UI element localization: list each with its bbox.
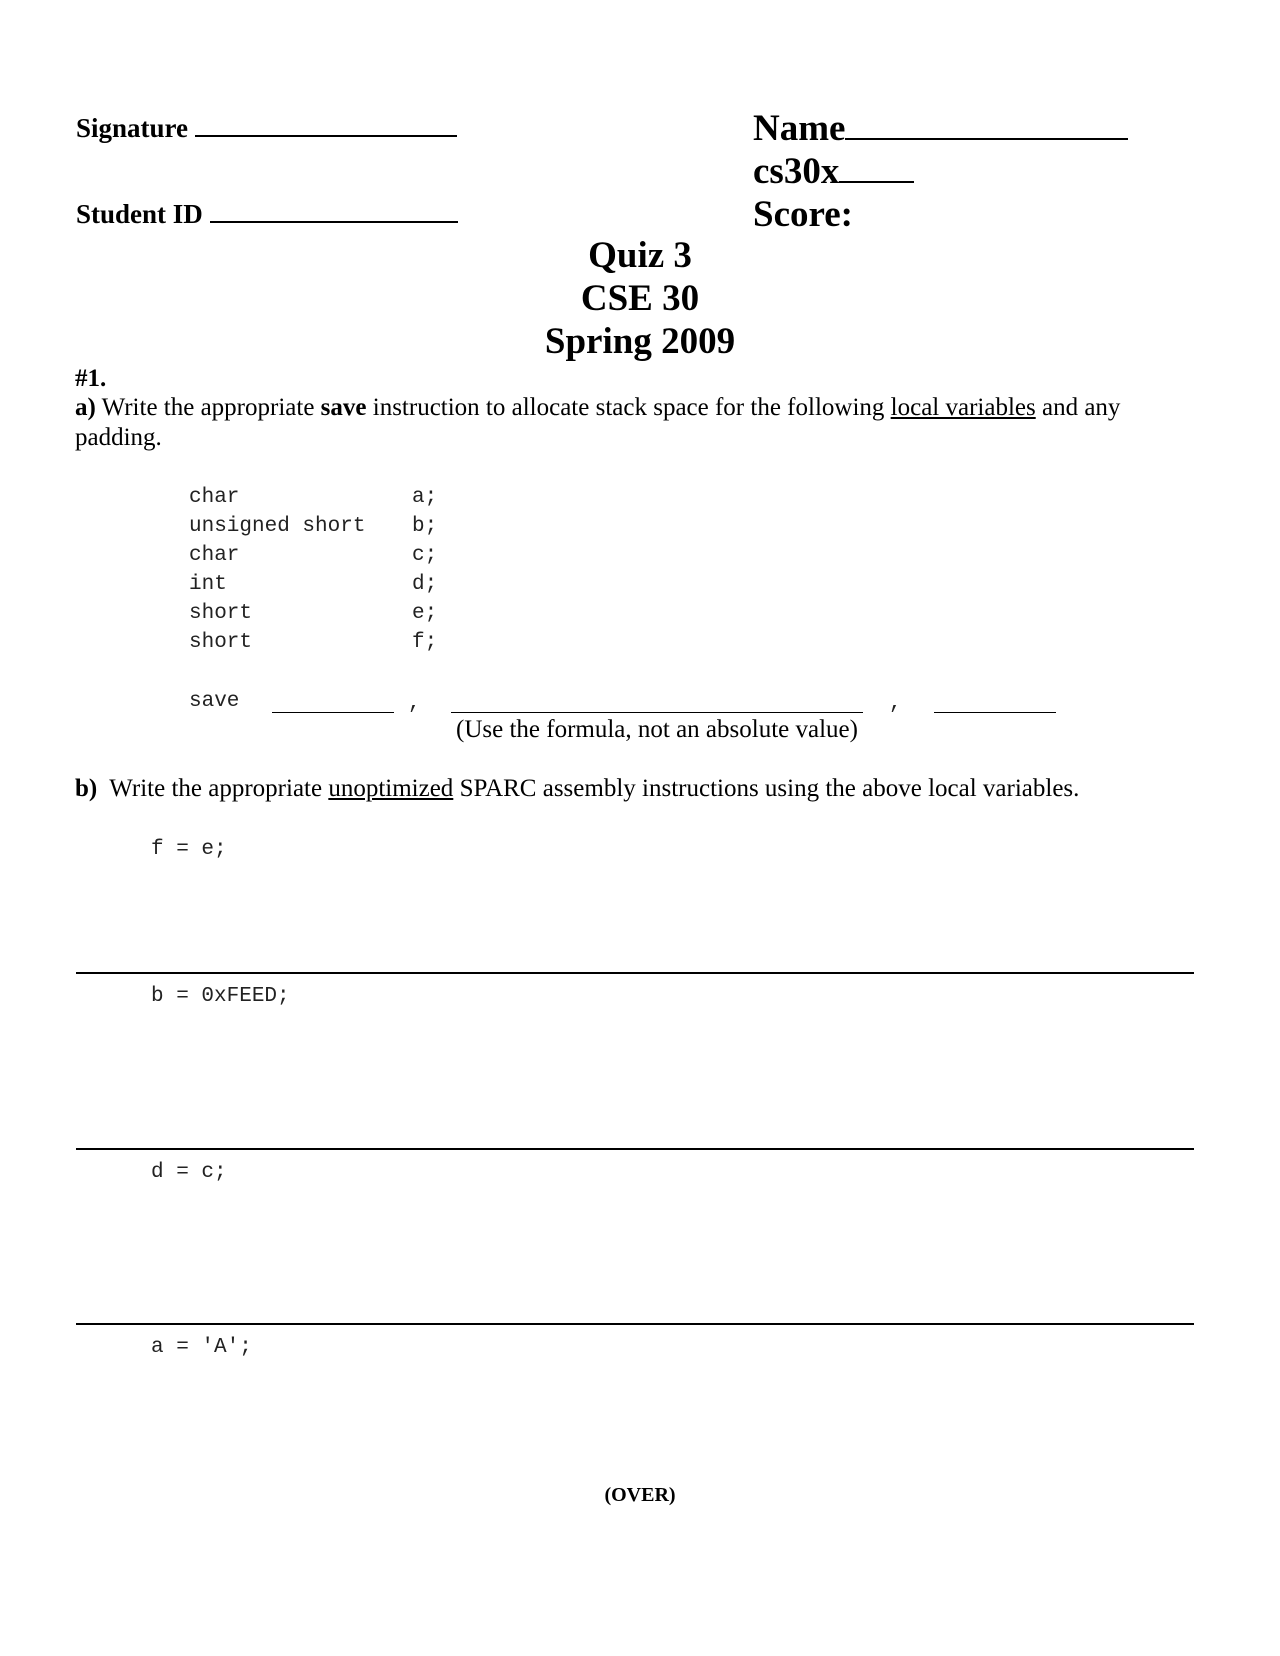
answer-divider [76,972,1194,974]
part-b-text-before: Write the appropriate [109,775,323,802]
section-blank[interactable] [839,181,914,183]
save-keyword: save [189,690,240,713]
decl-type: short [189,602,253,625]
part-a-keyword: save [320,394,367,421]
statement-3: d = c; [151,1161,227,1184]
decl-type: unsigned short [189,515,366,538]
part-a-text-middle: instruction to allocate stack space for the following [372,394,885,421]
name-blank[interactable] [845,138,1128,140]
part-a-prompt-wrap: padding. [75,424,162,451]
formula-note: (Use the formula, not an absolute value) [456,716,858,743]
part-a-prompt [75,394,1120,422]
answer-divider [76,1323,1194,1325]
student-id-label: Student ID [76,199,203,229]
over-indicator: (OVER) [604,1484,676,1506]
section-field [753,150,914,193]
quiz-title: Quiz 3 [588,235,692,276]
part-a-label: a) [75,394,96,421]
decl-type: char [189,486,240,509]
part-a-text-after: and any [1041,394,1121,421]
name-label: Name [753,108,846,149]
student-id-blank[interactable] [210,221,458,223]
score-label: Score: [753,194,853,235]
part-b-text-after: SPARC assembly instructions using the above local variables. [459,775,1080,802]
course-title: CSE 30 [580,278,700,319]
save-register-blank[interactable] [272,712,394,713]
decl-name: e; [412,602,438,625]
student-id-field [76,199,458,230]
decl-type: int [189,573,227,596]
decl-type: short [189,631,253,654]
decl-name: f; [412,631,438,654]
save-offset-blank[interactable] [451,712,863,713]
save-comma-2: , [889,692,902,715]
statement-2: b = 0xFEED; [151,985,290,1008]
part-b-label: b) [75,775,98,802]
decl-type: char [189,544,240,567]
decl-name: c; [412,544,438,567]
decl-name: d; [412,573,438,596]
question-number: #1. [75,365,107,392]
section-label: cs30x [753,151,840,192]
signature-blank[interactable] [195,135,457,137]
part-a-text-before: Write the appropriate [101,394,315,421]
save-dest-blank[interactable] [934,712,1056,713]
save-comma-1: , [408,692,421,715]
statement-1: f = e; [151,838,227,861]
term-title: Spring 2009 [544,321,736,362]
answer-divider [76,1148,1194,1150]
decl-name: a; [412,486,438,509]
decl-name: b; [412,515,438,538]
part-b-prompt [75,775,1079,803]
part-b-underlined: unoptimized [328,775,454,802]
signature-label: Signature [76,113,189,143]
signature-field [76,113,457,144]
name-field [753,107,1128,150]
part-a-underlined: local variables [890,394,1036,421]
statement-4: a = 'A'; [151,1336,252,1359]
